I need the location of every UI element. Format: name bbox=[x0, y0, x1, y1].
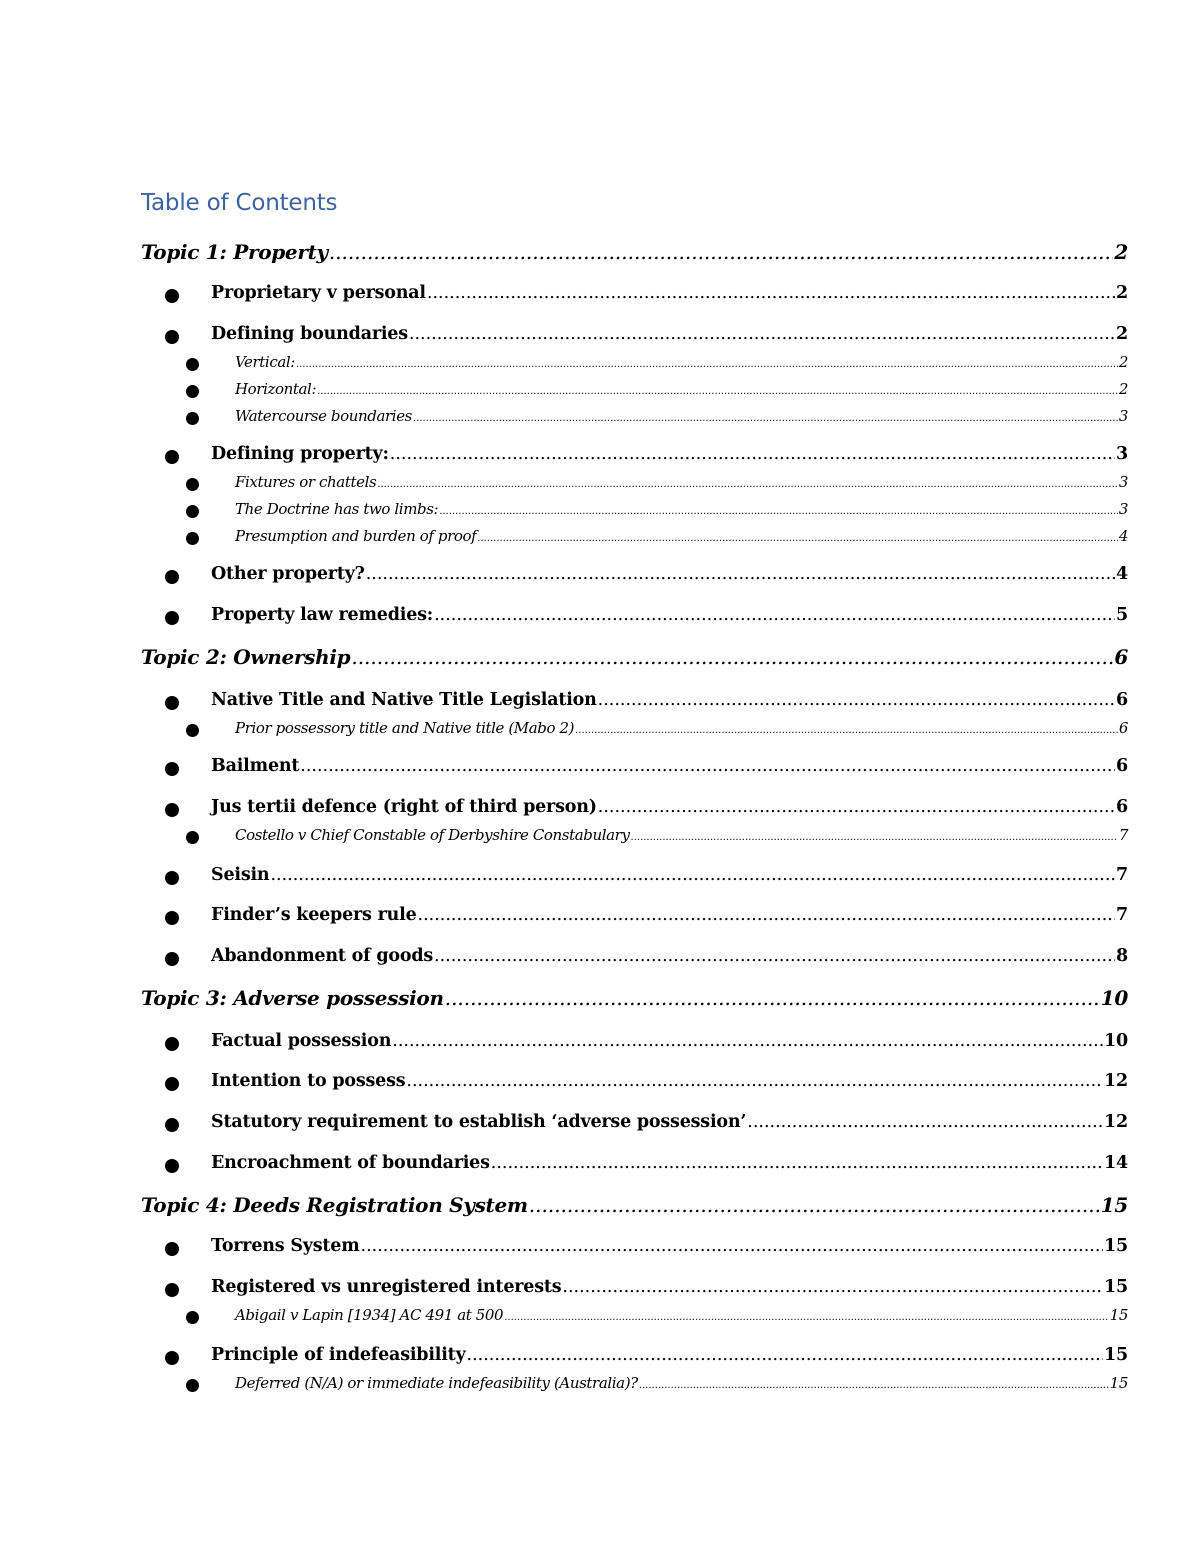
toc-entry[interactable] bbox=[211, 1112, 1128, 1132]
toc-entry-page: 3 bbox=[1116, 444, 1128, 464]
bullet-icon bbox=[165, 696, 179, 710]
toc-entry-label: Abandonment of goods bbox=[211, 946, 434, 966]
toc-entry[interactable] bbox=[211, 1153, 1128, 1173]
toc-entry[interactable] bbox=[235, 380, 1128, 398]
leader-dots bbox=[575, 725, 1118, 736]
leader-dots bbox=[504, 1312, 1108, 1323]
bullet-icon bbox=[186, 532, 199, 545]
toc-entry-page: 6 bbox=[1116, 756, 1128, 776]
bullet-icon bbox=[165, 1118, 179, 1132]
leader-dots bbox=[409, 324, 1115, 344]
bullet-icon bbox=[165, 1242, 179, 1256]
toc-entry-topic-2[interactable] bbox=[141, 645, 1128, 669]
bullet-icon bbox=[186, 385, 199, 398]
toc-entry-page: 6 bbox=[1118, 719, 1128, 737]
toc-entry[interactable] bbox=[211, 564, 1128, 584]
toc-entry-label: Intention to possess bbox=[211, 1071, 406, 1091]
bullet-icon bbox=[165, 911, 179, 925]
bullet-icon bbox=[186, 1311, 199, 1324]
toc-entry-label: Vertical: bbox=[235, 353, 295, 371]
toc-entry[interactable] bbox=[235, 1374, 1128, 1392]
toc-entry-label: Abigail v Lapin [1934] AC 491 at 500 bbox=[235, 1306, 504, 1324]
toc-entry-label: Torrens System bbox=[211, 1236, 360, 1256]
toc-entry[interactable] bbox=[211, 1071, 1128, 1091]
leader-dots bbox=[392, 1031, 1103, 1051]
toc-entry-label: Presumption and burden of proof bbox=[235, 527, 477, 545]
toc-entry-label: Principle of indefeasibility bbox=[211, 1345, 466, 1365]
bullet-icon bbox=[186, 831, 199, 844]
toc-entry-label: Topic 4: Deeds Registration System bbox=[141, 1193, 528, 1217]
toc-title: Table of Contents bbox=[141, 190, 338, 216]
leader-dots bbox=[639, 1380, 1109, 1391]
bullet-icon bbox=[165, 570, 179, 584]
bullet-icon bbox=[165, 330, 179, 344]
toc-entry[interactable] bbox=[211, 690, 1128, 710]
leader-dots bbox=[390, 444, 1115, 464]
leader-dots bbox=[270, 865, 1115, 885]
toc-entry-page: 10 bbox=[1100, 986, 1128, 1010]
leader-dots bbox=[491, 1153, 1103, 1173]
leader-dots bbox=[631, 832, 1118, 843]
toc-entry-page: 6 bbox=[1114, 645, 1128, 669]
toc-entry[interactable] bbox=[211, 1236, 1128, 1256]
leader-dots bbox=[598, 797, 1115, 817]
leader-dots bbox=[296, 359, 1118, 370]
toc-entry-label: Proprietary v personal bbox=[211, 283, 426, 303]
bullet-icon bbox=[165, 952, 179, 966]
leader-dots bbox=[427, 283, 1115, 303]
leader-dots bbox=[747, 1112, 1103, 1132]
toc-entry-label: Seisin bbox=[211, 865, 270, 885]
toc-entry-page: 15 bbox=[1104, 1345, 1128, 1365]
bullet-icon bbox=[186, 358, 199, 371]
toc-entry[interactable] bbox=[211, 1345, 1128, 1365]
toc-entry-page: 2 bbox=[1116, 283, 1128, 303]
toc-entry-topic-1[interactable] bbox=[141, 240, 1128, 264]
toc-entry-topic-3[interactable] bbox=[141, 986, 1128, 1010]
leader-dots bbox=[317, 386, 1118, 397]
toc-entry-page: 8 bbox=[1116, 946, 1128, 966]
toc-entry-label: The Doctrine has two limbs: bbox=[235, 500, 439, 518]
toc-entry-page: 12 bbox=[1104, 1112, 1128, 1132]
bullet-icon bbox=[186, 505, 199, 518]
toc-entry-page: 15 bbox=[1104, 1236, 1128, 1256]
toc-entry-page: 7 bbox=[1116, 865, 1128, 885]
toc-entry-label: Factual possession bbox=[211, 1031, 392, 1051]
bullet-icon bbox=[165, 1077, 179, 1091]
toc-entry-page: 2 bbox=[1118, 380, 1128, 398]
bullet-icon bbox=[165, 1159, 179, 1173]
toc-entry[interactable] bbox=[235, 1306, 1128, 1324]
toc-entry-label: Defining property: bbox=[211, 444, 389, 464]
toc-entry[interactable] bbox=[211, 946, 1128, 966]
bullet-icon bbox=[186, 478, 199, 491]
toc-entry-label: Defining boundaries bbox=[211, 324, 408, 344]
toc-entry[interactable] bbox=[211, 905, 1128, 925]
leader-dots bbox=[406, 1071, 1103, 1091]
toc-entry[interactable] bbox=[211, 324, 1128, 344]
toc-entry-page: 10 bbox=[1104, 1031, 1128, 1051]
leader-dots bbox=[418, 905, 1115, 925]
toc-entry-page: 2 bbox=[1114, 240, 1128, 264]
toc-entry-label: Deferred (N/A) or immediate indefeasibility (Australia)? bbox=[235, 1374, 638, 1392]
toc-entry-page: 15 bbox=[1100, 1193, 1128, 1217]
toc-entry-page: 6 bbox=[1116, 690, 1128, 710]
toc-entry-topic-4[interactable] bbox=[141, 1193, 1128, 1217]
bullet-icon bbox=[165, 1351, 179, 1365]
toc-entry-page: 12 bbox=[1104, 1071, 1128, 1091]
toc-entry[interactable] bbox=[211, 1277, 1128, 1297]
toc-entry-label: Jus tertii defence (right of third person) bbox=[211, 797, 597, 817]
toc-entry-page: 4 bbox=[1116, 564, 1128, 584]
bullet-icon bbox=[186, 1379, 199, 1392]
bullet-icon bbox=[186, 412, 199, 425]
bullet-icon bbox=[165, 450, 179, 464]
toc-entry-label: Native Title and Native Title Legislation bbox=[211, 690, 597, 710]
toc-entry-label: Finder’s keepers rule bbox=[211, 905, 417, 925]
toc-entry-label: Watercourse boundaries bbox=[235, 407, 412, 425]
toc-entry-label: Encroachment of boundaries bbox=[211, 1153, 490, 1173]
leader-dots bbox=[434, 946, 1115, 966]
toc-entry-label: Fixtures or chattels bbox=[235, 473, 377, 491]
toc-entry[interactable] bbox=[211, 283, 1128, 303]
leader-dots bbox=[300, 756, 1115, 776]
toc-entry-label: Horizontal: bbox=[235, 380, 317, 398]
toc-entry[interactable] bbox=[211, 444, 1128, 464]
toc-entry[interactable] bbox=[211, 1031, 1128, 1051]
leader-dots bbox=[377, 479, 1118, 490]
leader-dots bbox=[439, 506, 1118, 517]
leader-dots bbox=[351, 645, 1113, 669]
toc-entry-page: 15 bbox=[1109, 1374, 1128, 1392]
toc-entry-page: 6 bbox=[1116, 797, 1128, 817]
bullet-icon bbox=[165, 871, 179, 885]
leader-dots bbox=[361, 1236, 1104, 1256]
toc-entry-page: 14 bbox=[1104, 1153, 1128, 1173]
toc-entry-page: 3 bbox=[1118, 407, 1128, 425]
toc-entry[interactable] bbox=[235, 527, 1128, 545]
leader-dots bbox=[562, 1277, 1103, 1297]
toc-entry-label: Topic 2: Ownership bbox=[141, 645, 351, 669]
toc-entry[interactable] bbox=[235, 500, 1128, 518]
toc-entry-page: 3 bbox=[1118, 500, 1128, 518]
toc-entry[interactable] bbox=[235, 719, 1128, 737]
toc-entry-label: Costello v Chief Constable of Derbyshire Constabulary bbox=[235, 826, 630, 844]
toc-entry-page: 2 bbox=[1116, 324, 1128, 344]
toc-entry[interactable] bbox=[235, 826, 1128, 844]
toc-entry-page: 5 bbox=[1116, 605, 1128, 625]
leader-dots bbox=[329, 240, 1114, 264]
toc-entry-label: Property law remedies: bbox=[211, 605, 434, 625]
bullet-icon bbox=[165, 803, 179, 817]
toc-entry-label: Other property? bbox=[211, 564, 365, 584]
toc-entry-page: 3 bbox=[1118, 473, 1128, 491]
toc-entry-label: Bailment bbox=[211, 756, 300, 776]
toc-entry-page: 4 bbox=[1118, 527, 1128, 545]
toc-entry[interactable] bbox=[211, 605, 1128, 625]
toc-entry[interactable] bbox=[211, 756, 1128, 776]
bullet-icon bbox=[165, 1037, 179, 1051]
bullet-icon bbox=[165, 762, 179, 776]
toc-entry[interactable] bbox=[235, 473, 1128, 491]
leader-dots bbox=[529, 1193, 1100, 1217]
bullet-icon bbox=[186, 724, 199, 737]
leader-dots bbox=[445, 986, 1100, 1010]
bullet-icon bbox=[165, 289, 179, 303]
toc-entry-label: Topic 1: Property bbox=[141, 240, 328, 264]
toc-entry[interactable] bbox=[211, 865, 1128, 885]
toc-entry-page: 15 bbox=[1109, 1306, 1128, 1324]
toc-entry-label: Prior possessory title and Native title (Mabo 2) bbox=[235, 719, 575, 737]
leader-dots bbox=[467, 1345, 1104, 1365]
bullet-icon bbox=[165, 1283, 179, 1297]
leader-dots bbox=[366, 564, 1115, 584]
toc-entry-label: Topic 3: Adverse possession bbox=[141, 986, 444, 1010]
toc-entry[interactable] bbox=[235, 353, 1128, 371]
leader-dots bbox=[477, 533, 1118, 544]
toc-entry-page: 2 bbox=[1118, 353, 1128, 371]
leader-dots bbox=[413, 413, 1118, 424]
leader-dots bbox=[598, 690, 1115, 710]
toc-entry-label: Statutory requirement to establish ‘adverse possession’ bbox=[211, 1112, 747, 1132]
toc-entry[interactable] bbox=[235, 407, 1128, 425]
toc-entry[interactable] bbox=[211, 797, 1128, 817]
bullet-icon bbox=[165, 611, 179, 625]
toc-entry-page: 7 bbox=[1118, 826, 1128, 844]
toc-entry-page: 15 bbox=[1104, 1277, 1128, 1297]
toc-entry-label: Registered vs unregistered interests bbox=[211, 1277, 562, 1297]
leader-dots bbox=[434, 605, 1115, 625]
toc-entry-page: 7 bbox=[1116, 905, 1128, 925]
